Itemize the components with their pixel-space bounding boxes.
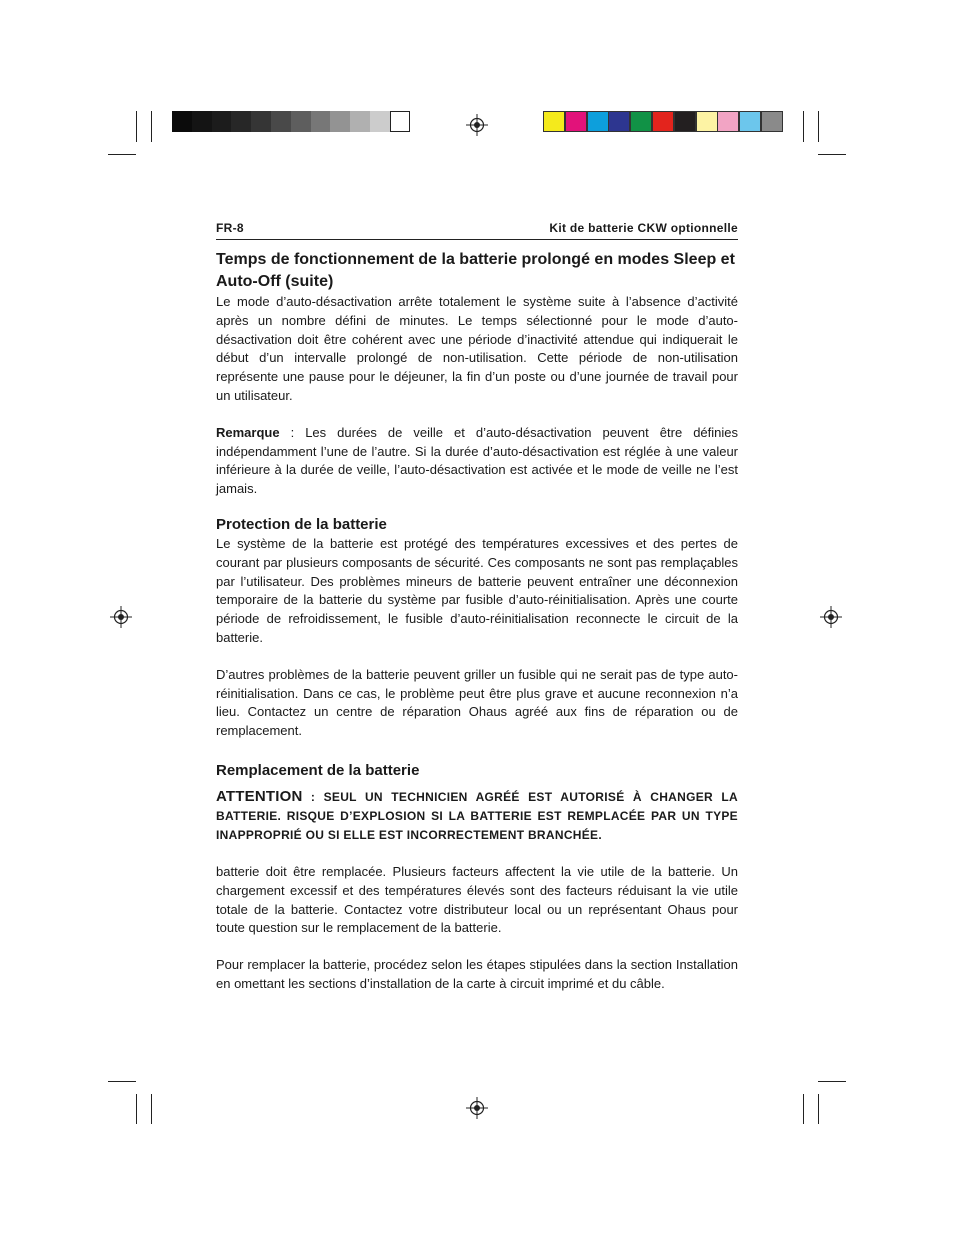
note-text: : Les durées de veille et d’auto-désactivation peuvent être définies indépendamment l’une de l’autre. Si la durée d’auto-désactivation est réglée à une valeur inférieure à la durée de veille, l’auto-désactivation est activée et le mode de veille ne l’est jamais. [216, 424, 738, 497]
grayscale-swatch [350, 111, 370, 132]
crop-mark-bottom-left-h [108, 1081, 136, 1082]
spacer [216, 938, 738, 956]
registration-mark-top [466, 114, 488, 136]
crop-mark-top-right-h [818, 154, 846, 155]
crop-mark-top-right-v1 [803, 111, 804, 142]
page-content [216, 221, 738, 994]
process-swatch [674, 111, 696, 132]
note-label: Remarque [216, 424, 280, 440]
crop-mark-top-left-v2 [151, 111, 152, 142]
paragraph-replace-steps: Pour remplacer la batterie, procédez selon les étapes stipulées dans la section Installation en omettant les sections d’installation de la carte à circuit imprimé et du câble. [216, 957, 738, 991]
document-title: Kit de batterie CKW optionnelle [549, 221, 738, 235]
grayscale-swatch [231, 111, 251, 132]
process-swatch [565, 111, 587, 132]
section-title-battery-protection: Protection de la batterie [216, 515, 387, 533]
grayscale-swatch [370, 111, 390, 132]
paragraph-note [216, 424, 738, 499]
spacer [216, 499, 738, 515]
process-swatch [696, 111, 718, 132]
registration-mark-right [820, 606, 842, 628]
attention-warning [216, 787, 738, 845]
page-number: FR-8 [216, 221, 244, 235]
grayscale-swatch [311, 111, 331, 132]
crop-mark-bottom-left-v2 [151, 1094, 152, 1124]
running-header [216, 221, 738, 240]
spacer [216, 648, 738, 666]
crop-mark-bottom-right-v1 [803, 1094, 804, 1124]
process-swatch [608, 111, 630, 132]
spacer [216, 406, 738, 424]
process-swatch [717, 111, 739, 132]
paragraph-fuse: D’autres problèmes de la batterie peuvent griller un fusible qui ne serait pas de type auto-réinitialisation. Dans ce cas, le problème peut être plus grave et aucune reconnexion n’a lieu. Contactez un centre de réparation Ohaus agréé aux fins de réparation ou de remplacement. [216, 666, 738, 739]
grayscale-swatch [251, 111, 271, 132]
paragraph-auto-off: Le mode d’auto-désactivation arrête totalement le système suite à l’absence d’activité après un nombre défini de minutes. Le temps sélectionné pour le mode d’auto-désactivation doit être cohérent avec une période d’inactivité attendue qui indiquerait le début d’un intervalle prolongé de non-utilisation. Cette période de non-utilisation représente une pause pour le déjeuner, la fin d’un poste ou d’une journée de travail pour un utilisateur. [216, 294, 738, 403]
process-swatch [543, 111, 565, 132]
spacer [216, 845, 738, 863]
process-swatch [587, 111, 609, 132]
grayscale-swatch [271, 111, 291, 132]
attention-text: : SEUL UN TECHNICIEN AGRÉÉ EST AUTORISÉ À CHANGER LA BATTERIE. RISQUE D’EXPLOSION SI LA BATTERIE EST REMPLACÉE PAR UN TYPE INAPPROPRIÉ OU SI ELLE EST INCORRECTEMENT BRANCHÉE. [216, 789, 738, 842]
section-title-battery-replacement: Remplacement de la batterie [216, 761, 420, 779]
process-swatch [630, 111, 652, 132]
grayscale-swatch [330, 111, 350, 132]
grayscale-swatch [192, 111, 212, 132]
crop-mark-bottom-left-v1 [136, 1094, 137, 1124]
registration-mark-bottom [466, 1097, 488, 1119]
grayscale-swatch [172, 111, 192, 132]
registration-mark-left [110, 606, 132, 628]
crop-mark-bottom-right-v2 [818, 1094, 819, 1124]
crop-mark-top-left-v1 [136, 111, 137, 142]
paragraph-battery-life: batterie doit être remplacée. Plusieurs facteurs affectent la vie utile de la batterie. Un chargement excessif et des températures élevés sont des facteurs réduisant la vie utile totale de la batterie. Contactez votre distributeur local ou un représentant Ohaus pour toute question sur le remplacement de la batterie. [216, 863, 738, 936]
grayscale-swatch [212, 111, 232, 132]
attention-label: ATTENTION [216, 787, 303, 805]
crop-mark-top-right-v2 [818, 111, 819, 142]
process-swatch [652, 111, 674, 132]
paragraph-protection: Le système de la batterie est protégé des températures excessives et des pertes de courant par plusieurs composants de sécurité. Ces composants ne sont pas remplaçables par l’utilisateur. Des problèmes mineurs de batterie peuvent entraîner une déconnexion temporaire de la batterie du système par fusible d’auto-réinitialisation. Après une courte période de refroidissement, le fusible d’auto-réinitialisation reconnecte le circuit de la batterie. [216, 535, 738, 645]
section-title-battery-runtime: Temps de fonctionnement de la batterie prolongé en modes Sleep et Auto-Off (suite) [216, 251, 735, 290]
crop-mark-bottom-right-h [818, 1081, 846, 1082]
crop-mark-top-left-h [108, 154, 136, 155]
process-swatch [739, 111, 761, 132]
process-swatch [761, 111, 783, 132]
spacer [216, 741, 738, 761]
grayscale-swatch [390, 111, 410, 132]
grayscale-swatch [291, 111, 311, 132]
